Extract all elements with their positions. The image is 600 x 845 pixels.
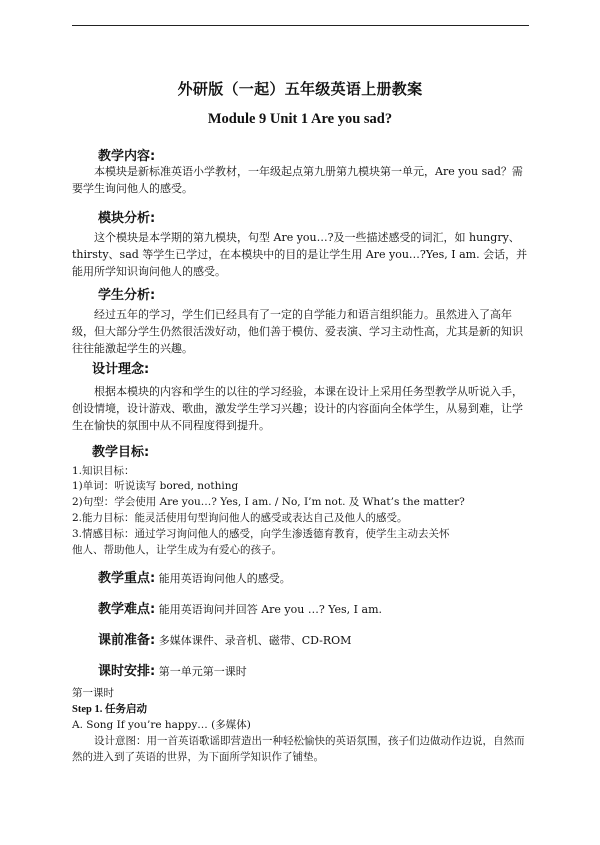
heading-key-point: 教学重点: xyxy=(98,571,156,586)
heading-preparation: 课前准备: xyxy=(98,633,156,648)
goal-line: 1.知识目标： xyxy=(72,465,135,477)
para-student-analysis: 经过五年的学习，学生们已经具有了一定的自学能力和语言组织能力。虽然进入了高年级，但大部分学生仍然很活泼好动，他们善于模仿、爱表演、学习主动性高，尤其是新的知识往往能激起学生的兴趣。 xyxy=(72,308,523,355)
document-title: 外研版（一起）五年级英语上册教案 xyxy=(177,80,423,98)
goal-line: 2.能力目标：能灵活使用句型询问他人的感受或表达自己及他人的感受。 xyxy=(72,512,408,524)
heading-difficulty: 教学难点: xyxy=(98,602,156,617)
heading-student-analysis: 学生分析: xyxy=(98,288,156,303)
preparation-row xyxy=(98,629,351,648)
key-point-text: 能用英语询问他人的感受。 xyxy=(158,572,291,585)
heading-design-concept: 设计理念: xyxy=(92,362,150,377)
heading-teaching-goals: 教学目标: xyxy=(92,445,150,460)
heading-teaching-content: 教学内容: xyxy=(98,149,156,164)
difficulty-row xyxy=(98,598,382,617)
goal-line: 3.情感目标：通过学习询问他人的感受，向学生渗透德育教育，使学生主动去关怀 xyxy=(72,528,450,540)
schedule-text: 第一单元第一课时 xyxy=(158,665,247,678)
para-module-analysis: 这个模块是本学期的第九模块，句型 Are you…?及一些描述感受的词汇，如 hungry、thirsty、sad 等学生已学过，在本模块中的目的是让学生用 Are you…?Yes, I am. 会话，并能用所学知识询问他人的感受。 xyxy=(72,231,528,278)
goal-line: 1)单词：听说读写 bored, nothing xyxy=(72,480,239,492)
key-point-row xyxy=(98,567,291,586)
heading-module-analysis: 模块分析: xyxy=(98,211,156,226)
para-design-concept: 根据本模块的内容和学生的以往的学习经验，本课在设计上采用任务型教学从听说入手，创设情境，设计游戏、歌曲，激发学生学习兴趣；设计的内容面向全体学生，从易到难，让学生在愉快的氛围中从不同程度得到提升。 xyxy=(72,385,523,432)
preparation-text: 多媒体课件、录音机、磁带、CD-ROM xyxy=(158,634,352,647)
difficulty-text: 能用英语询问并回答 Are you …? Yes, I am. xyxy=(158,603,383,616)
goal-line: 他人、帮助他人，让学生成为有爱心的孩子。 xyxy=(72,544,282,556)
step-heading: Step 1. 任务启动 xyxy=(72,704,147,715)
document-subtitle: Module 9 Unit 1 Are you sad? xyxy=(207,111,393,127)
lesson-label: 第一课时 xyxy=(72,687,114,699)
song-line: A. Song If you’re happy… (多媒体) xyxy=(72,719,251,731)
header-rule xyxy=(72,25,529,26)
goal-line: 2)句型：学会使用 Are you…? Yes, I am. / No, I’m not. 及 What’s the matter? xyxy=(72,496,465,508)
schedule-row xyxy=(98,660,247,679)
para-teaching-content: 本模块是新标准英语小学教材，一年级起点第九册第九模块第一单元，Are you sad？需要学生询问他人的感受。 xyxy=(72,165,523,195)
heading-schedule: 课时安排: xyxy=(98,664,156,679)
design-intent: 设计意图：用一首英语歌谣即营造出一种轻松愉快的英语氛围，孩子们边做动作边说，自然而然的进入到了英语的世界，为下面所学知识作了铺垫。 xyxy=(72,735,525,763)
